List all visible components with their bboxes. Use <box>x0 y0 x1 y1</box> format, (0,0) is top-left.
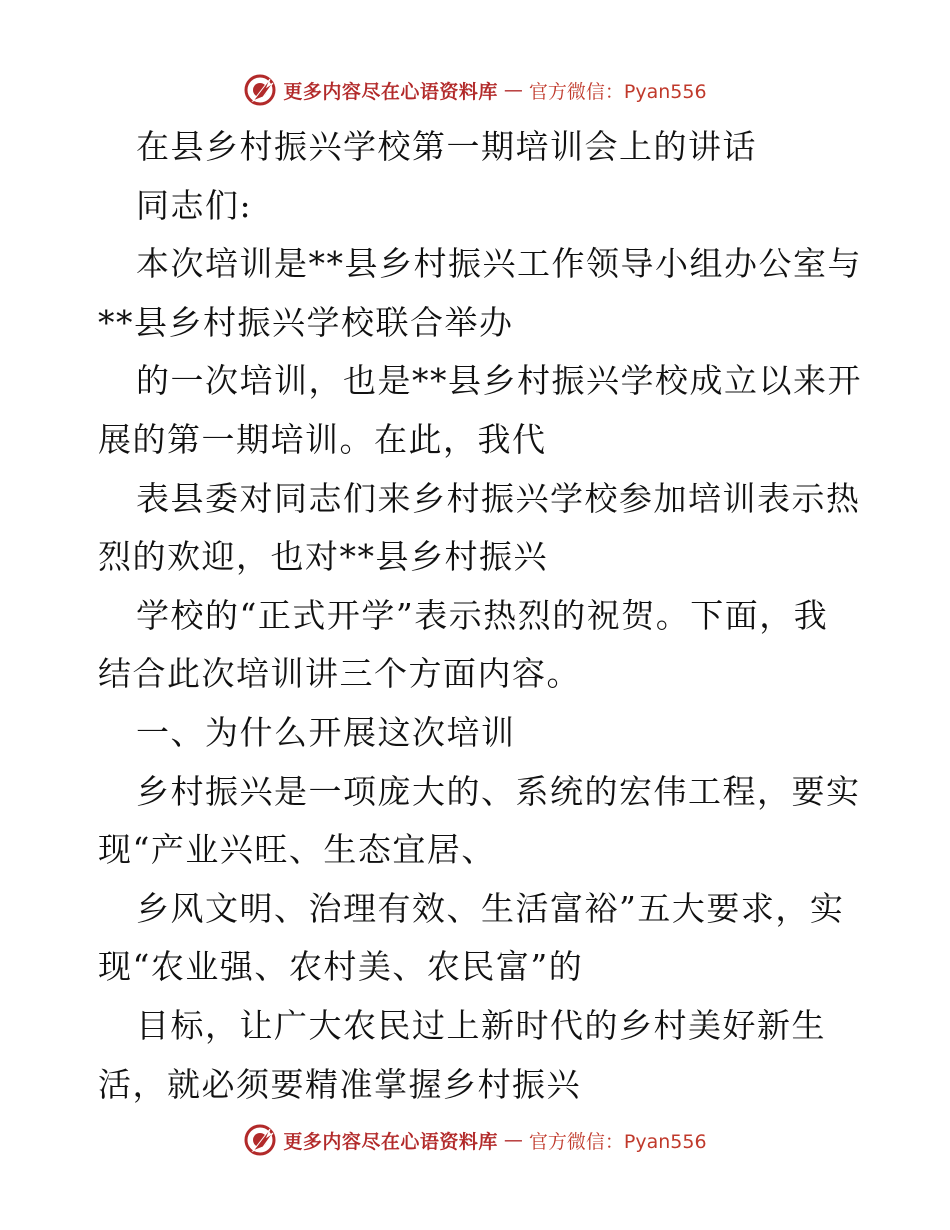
text-line: 乡风文明、治理有效、生活富裕”五大要求，实 <box>136 888 845 928</box>
text-line: 烈的欢迎，也对**县乡村振兴 <box>98 537 548 577</box>
text-line: 展的第一期培训。在此，我代 <box>98 419 547 459</box>
header-watermark <box>0 70 950 110</box>
watermark-text: 更多内容尽在心语资料库 <box>283 80 498 103</box>
text-line: **县乡村振兴学校联合举办 <box>98 302 514 342</box>
section-heading: 一、为什么开展这次培训 <box>136 712 516 752</box>
watermark-separator: — <box>503 1129 523 1151</box>
speech-title: 在县乡村振兴学校第一期培训会上的讲话 <box>136 127 757 166</box>
quill-logo-icon <box>243 1123 277 1157</box>
text-line: 乡村振兴是一项庞大的、系统的宏伟工程，要实 <box>136 771 861 811</box>
text-line: 的一次培训，也是**县乡村振兴学校成立以来开 <box>136 361 862 401</box>
text-line: 表县委对同志们来乡村振兴学校参加培训表示热 <box>136 478 861 518</box>
text-line: 现“农业强、农村美、农民富”的 <box>98 947 584 987</box>
salutation: 同志们: <box>136 185 253 225</box>
footer-watermark <box>0 1120 950 1160</box>
text-line: 目标，让广大农民过上新时代的乡村美好新生 <box>136 1005 826 1045</box>
watermark-separator: — <box>503 79 523 101</box>
watermark-contact: 官方微信：Pyan556 <box>528 80 707 103</box>
document-body <box>98 118 862 1114</box>
watermark-text: 更多内容尽在心语资料库 <box>283 1130 498 1153</box>
text-line: 学校的“正式开学”表示热烈的祝贺。下面，我 <box>136 595 829 635</box>
text-line: 现“产业兴旺、生态宜居、 <box>98 830 496 870</box>
watermark-contact: 官方微信：Pyan556 <box>528 1130 707 1153</box>
text-line: 本次培训是**县乡村振兴工作领导小组办公室与 <box>136 244 862 284</box>
text-line: 结合此次培训讲三个方面内容。 <box>98 654 581 694</box>
quill-logo-icon <box>243 73 277 107</box>
text-line: 活，就必须要精准掌握乡村振兴 <box>98 1064 581 1104</box>
